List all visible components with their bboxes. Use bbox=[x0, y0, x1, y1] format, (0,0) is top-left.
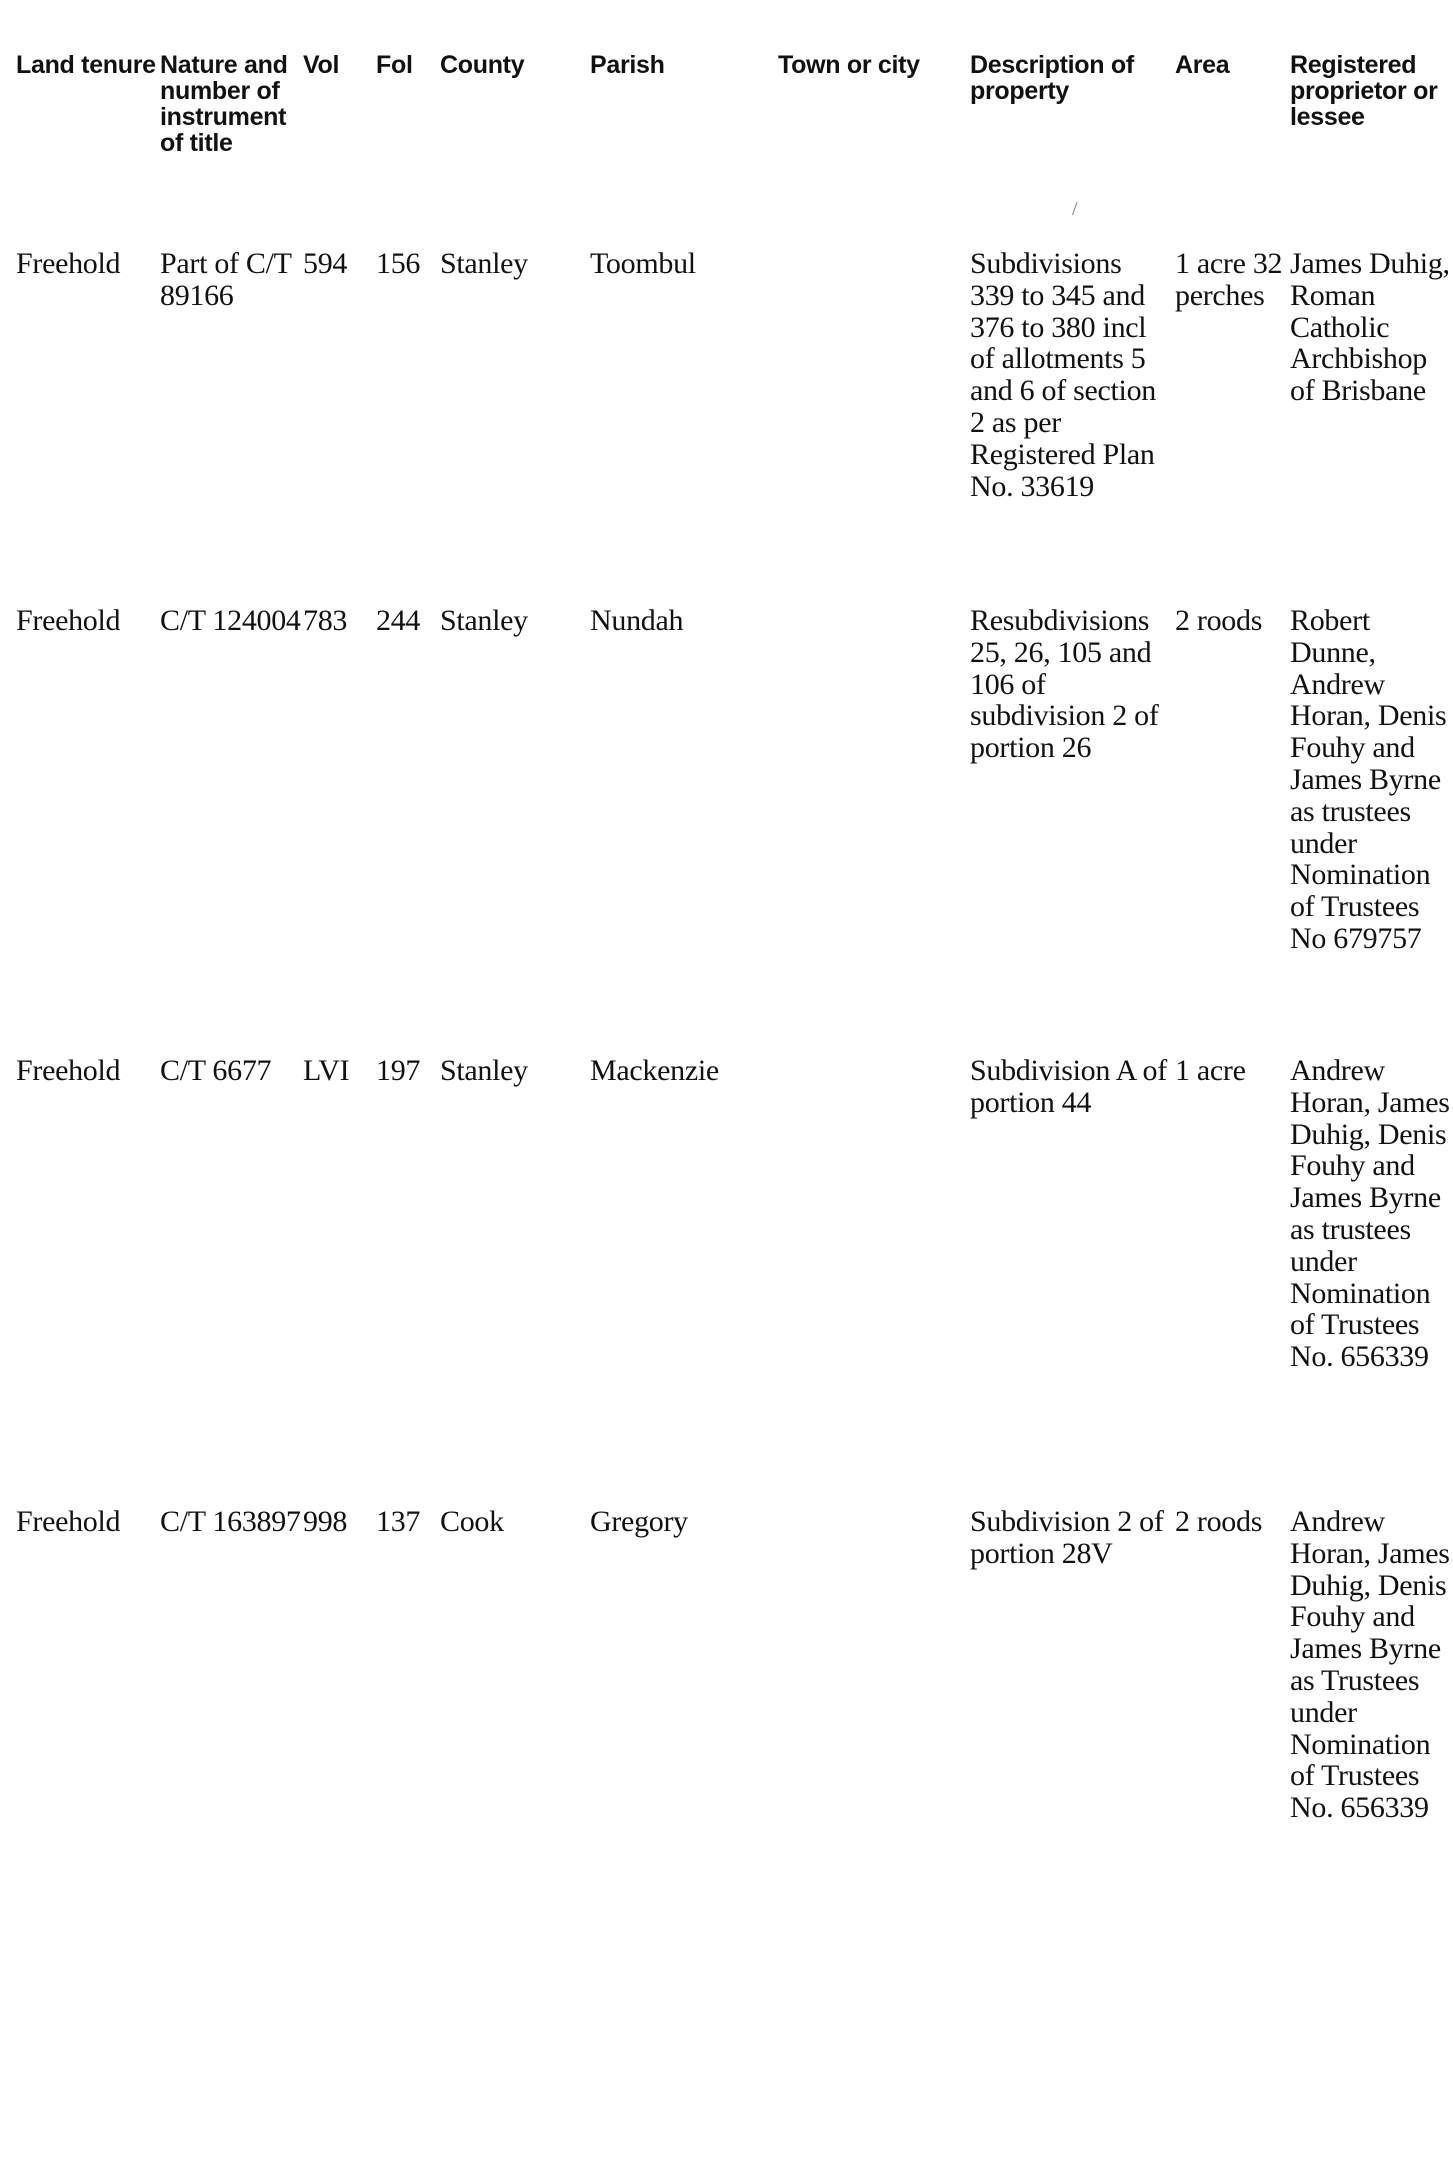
cell-area: 1 acre bbox=[1175, 1054, 1246, 1087]
cell-parish: Toombul bbox=[590, 247, 696, 280]
header-description: Description of property bbox=[970, 51, 1134, 105]
header-parish: Parish bbox=[590, 51, 665, 79]
cell-description: Subdivisions 339 to 345 and 376 to 380 incl of allotments 5 and 6 of section 2 as per Registered Plan No. 33619 bbox=[970, 247, 1156, 503]
cell-county: Stanley bbox=[440, 604, 528, 637]
cell-area: 2 roods bbox=[1175, 1505, 1263, 1538]
cell-nature: C/T 6677 bbox=[160, 1054, 272, 1087]
cell-vol: 783 bbox=[303, 604, 348, 637]
cell-vol: 998 bbox=[303, 1505, 348, 1538]
cell-description: Subdivision A of portion 44 bbox=[970, 1054, 1167, 1119]
cell-description: Resubdivisions 25, 26, 105 and 106 of subdivision 2 of portion 26 bbox=[970, 604, 1159, 765]
cell-area: 1 acre 32 perches bbox=[1175, 247, 1283, 312]
cell-fol: 244 bbox=[376, 604, 421, 637]
header-area: Area bbox=[1175, 51, 1230, 79]
header-county: County bbox=[440, 51, 525, 79]
cell-nature: Part of C/T 89166 bbox=[160, 247, 292, 312]
header-proprietor: Registered proprietor or lessee bbox=[1290, 51, 1438, 131]
cell-fol: 137 bbox=[376, 1505, 421, 1538]
cell-vol: 594 bbox=[303, 247, 348, 280]
cell-proprietor: Andrew Horan, James Duhig, Denis Fouhy and James Byrne as trustees under Nomination of Trustees No. 656339 bbox=[1290, 1054, 1450, 1374]
header-fol: Fol bbox=[376, 51, 413, 79]
header-town: Town or city bbox=[778, 51, 920, 79]
cell-vol: LVI bbox=[303, 1054, 350, 1087]
cell-fol: 156 bbox=[376, 247, 421, 280]
header-land-tenure: Land tenure bbox=[16, 51, 156, 79]
header-nature: Nature and number of instrument of title bbox=[160, 51, 288, 157]
cell-land-tenure: Freehold bbox=[16, 1505, 121, 1538]
cell-nature: C/T 124004 bbox=[160, 604, 301, 637]
cell-land-tenure: Freehold bbox=[16, 247, 121, 280]
cell-parish: Nundah bbox=[590, 604, 684, 637]
table-header bbox=[0, 52, 1453, 202]
cell-proprietor: Robert Dunne, Andrew Horan, Denis Fouhy and James Byrne as trustees under Nomination of Trustees No 679757 bbox=[1290, 604, 1447, 955]
cell-proprietor: James Duhig, Roman Catholic Archbishop of Brisbane bbox=[1290, 247, 1450, 408]
cell-description: Subdivision 2 of portion 28V bbox=[970, 1505, 1164, 1570]
scan-speck: / bbox=[1072, 198, 1078, 220]
cell-county: Cook bbox=[440, 1505, 504, 1538]
header-vol: Vol bbox=[303, 51, 340, 79]
cell-land-tenure: Freehold bbox=[16, 604, 121, 637]
cell-proprietor: Andrew Horan, James Duhig, Denis Fouhy and James Byrne as Trustees under Nomination of Trustees No. 656339 bbox=[1290, 1505, 1450, 1825]
cell-fol: 197 bbox=[376, 1054, 421, 1087]
cell-nature: C/T 163897 bbox=[160, 1505, 301, 1538]
cell-land-tenure: Freehold bbox=[16, 1054, 121, 1087]
cell-county: Stanley bbox=[440, 247, 528, 280]
cell-county: Stanley bbox=[440, 1054, 528, 1087]
cell-parish: Mackenzie bbox=[590, 1054, 719, 1087]
cell-area: 2 roods bbox=[1175, 604, 1263, 637]
cell-parish: Gregory bbox=[590, 1505, 688, 1538]
